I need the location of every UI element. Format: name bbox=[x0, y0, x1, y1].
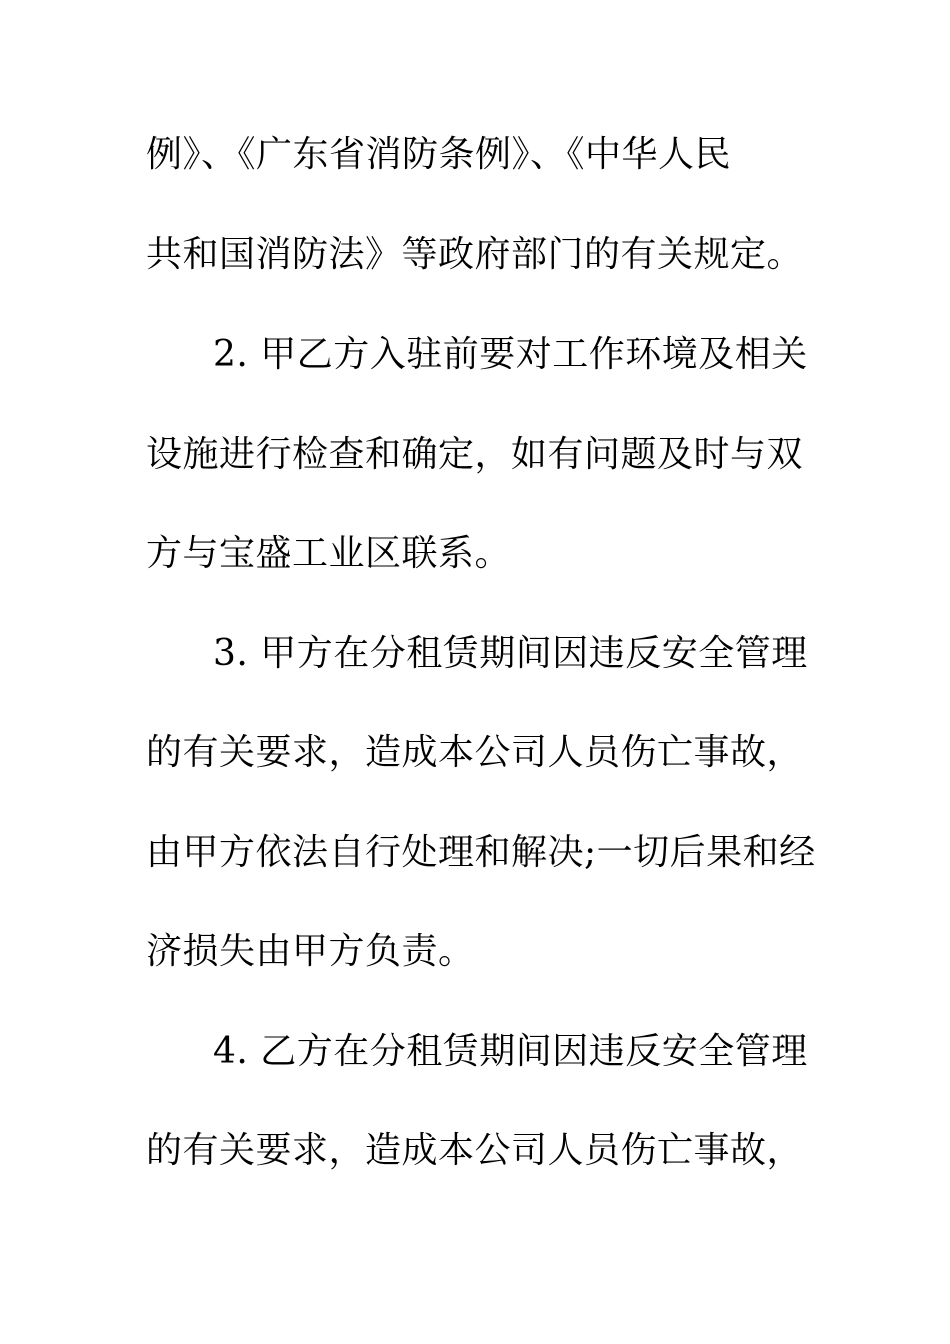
text-line: 共和国消防法》等政府部门的有关规定。 bbox=[146, 234, 804, 275]
text-line: 济损失由甲方负责。 bbox=[146, 931, 475, 972]
text-line: 方与宝盛工业区联系。 bbox=[146, 533, 512, 574]
text-line: 例》、《广东省消防条例》、《中华人民 bbox=[146, 134, 732, 175]
text-line: 4. 乙方在分租赁期间因违反安全管理 bbox=[213, 1031, 808, 1072]
text-line: 2. 甲乙方入驻前要对工作环境及相关 bbox=[213, 334, 808, 375]
text-line: 设施进行检查和确定，如有问题及时与双 bbox=[146, 434, 804, 475]
text-line: 3. 甲方在分租赁期间因违反安全管理 bbox=[213, 633, 808, 674]
text-line: 的有关要求，造成本公司人员伤亡事故， bbox=[146, 1130, 804, 1171]
text-line: 由甲方依法自行处理和解决;一切后果和经 bbox=[146, 832, 816, 873]
text-line: 的有关要求，造成本公司人员伤亡事故， bbox=[146, 732, 804, 773]
